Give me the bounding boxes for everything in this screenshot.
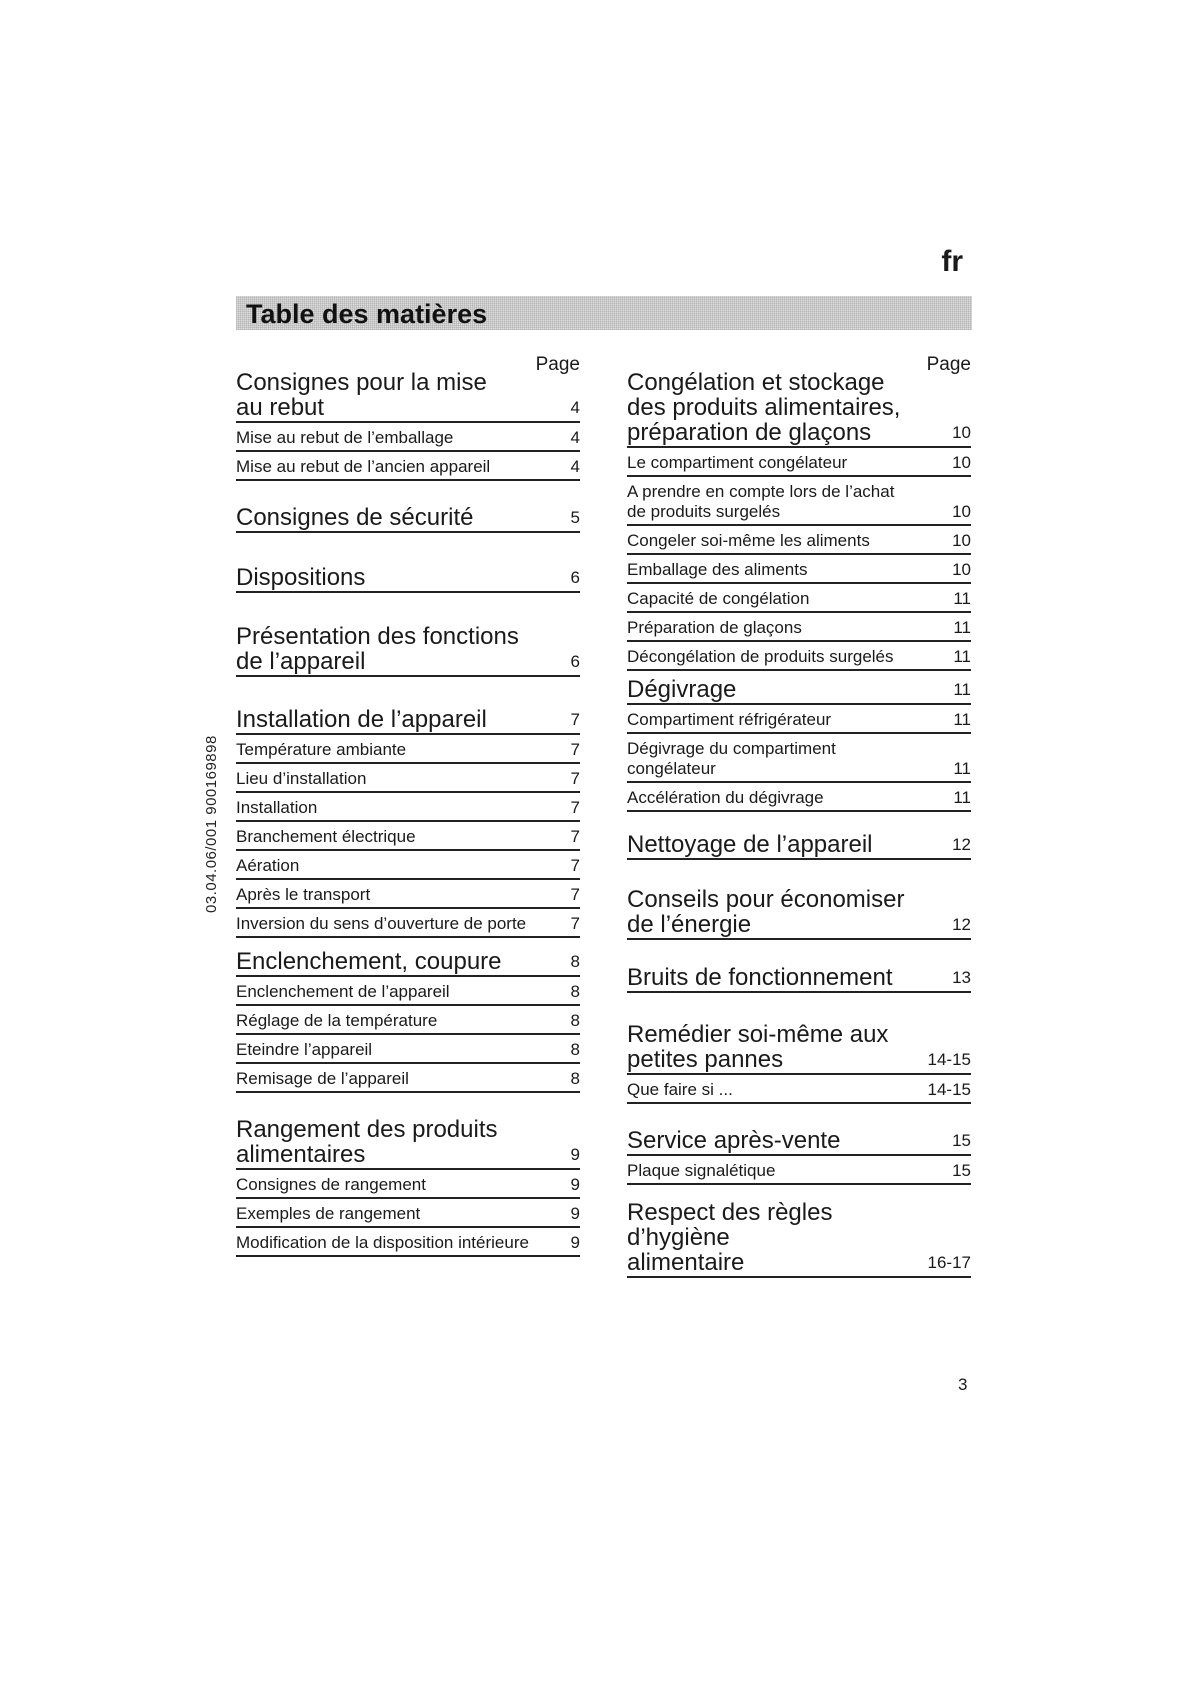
toc-entry-title: Décongélation de produits surgelés bbox=[627, 647, 894, 666]
toc-entry[interactable] bbox=[236, 1228, 580, 1257]
toc-entry[interactable] bbox=[236, 1006, 580, 1035]
toc-heading-title: Remédier soi-même aux petites pannes bbox=[627, 1021, 889, 1073]
toc-heading[interactable] bbox=[236, 505, 580, 533]
toc-entry-title: Eteindre l’appareil bbox=[236, 1040, 373, 1059]
toc-section bbox=[627, 1022, 971, 1104]
toc-heading[interactable] bbox=[236, 565, 580, 593]
toc-heading-title: Bruits de fonctionnement bbox=[627, 964, 893, 991]
toc-section bbox=[236, 1117, 580, 1257]
toc-heading[interactable] bbox=[627, 965, 971, 993]
toc-entry-page: 9 bbox=[570, 1204, 580, 1223]
toc-heading-title: Conseils pour économiser de l’énergie bbox=[627, 886, 905, 938]
toc-entry-page: 11 bbox=[953, 589, 971, 608]
toc-entry-page: 11 bbox=[953, 618, 971, 637]
toc-entry-page: 7 bbox=[570, 856, 580, 875]
toc-entry[interactable] bbox=[236, 1064, 580, 1093]
toc-heading-page: 12 bbox=[952, 915, 971, 934]
language-code: fr bbox=[941, 245, 963, 278]
toc-section bbox=[627, 832, 971, 860]
toc-entry-title: Mise au rebut de l’emballage bbox=[236, 428, 454, 447]
toc-entry-page: 8 bbox=[570, 1069, 580, 1088]
toc-section bbox=[236, 624, 580, 677]
toc-entry[interactable] bbox=[627, 613, 971, 642]
toc-entry-title: A prendre en compte lors de l’achat de produits surgelés bbox=[627, 482, 895, 521]
toc-section bbox=[627, 677, 971, 812]
toc-entry-title: Dégivrage du compartiment congélateur bbox=[627, 739, 836, 778]
toc-entry[interactable] bbox=[236, 1035, 580, 1064]
toc-entry[interactable] bbox=[627, 734, 971, 783]
toc-entry[interactable] bbox=[627, 642, 971, 671]
toc-heading-page: 16-17 bbox=[927, 1253, 971, 1272]
toc-entry[interactable] bbox=[236, 452, 580, 481]
toc-entry[interactable] bbox=[627, 555, 971, 584]
toc-section bbox=[236, 707, 580, 938]
toc-entry-page: 9 bbox=[570, 1233, 580, 1252]
toc-entry[interactable] bbox=[236, 1199, 580, 1228]
toc-entry[interactable] bbox=[236, 977, 580, 1006]
toc-entry-title: Exemples de rangement bbox=[236, 1204, 421, 1223]
toc-entry-page: 10 bbox=[952, 531, 971, 550]
toc-title-bar bbox=[236, 296, 972, 330]
toc-entry-title: Plaque signalétique bbox=[627, 1161, 776, 1180]
toc-entry-title: Température ambiante bbox=[236, 740, 407, 759]
toc-entry-page: 7 bbox=[570, 798, 580, 817]
toc-heading-title: Dégivrage bbox=[627, 676, 737, 703]
toc-entry[interactable] bbox=[627, 526, 971, 555]
toc-entry-title: Accélération du dégivrage bbox=[627, 788, 824, 807]
toc-entry-page: 7 bbox=[570, 740, 580, 759]
toc-heading-title: Consignes de sécurité bbox=[236, 504, 474, 531]
toc-heading-page: 13 bbox=[952, 968, 971, 987]
toc-entry-title: Modification de la disposition intérieure bbox=[236, 1233, 529, 1252]
toc-heading-page: 11 bbox=[953, 680, 971, 699]
toc-column-left bbox=[236, 352, 580, 1252]
toc-entry[interactable] bbox=[236, 909, 580, 938]
toc-heading-title: Congélation et stockage des produits alimentaires, préparation de glaçons bbox=[627, 369, 901, 446]
toc-section bbox=[627, 887, 971, 940]
toc-heading-page: 4 bbox=[570, 398, 580, 417]
toc-entry[interactable] bbox=[627, 448, 971, 477]
toc-entry-title: Mise au rebut de l’ancien appareil bbox=[236, 457, 491, 476]
toc-heading[interactable] bbox=[627, 887, 971, 940]
toc-heading-page: 14-15 bbox=[927, 1050, 971, 1069]
toc-heading[interactable] bbox=[627, 677, 971, 705]
toc-heading[interactable] bbox=[627, 1022, 971, 1075]
toc-heading[interactable] bbox=[236, 370, 580, 423]
toc-entry-title: Préparation de glaçons bbox=[627, 618, 802, 637]
toc-entry-title: Capacité de congélation bbox=[627, 589, 810, 608]
toc-entry-page: 8 bbox=[570, 1040, 580, 1059]
toc-heading-title: Respect des règles d’hygiène alimentaire bbox=[627, 1199, 833, 1276]
toc-entry-page: 11 bbox=[953, 647, 971, 666]
toc-heading-title: Installation de l’appareil bbox=[236, 706, 487, 733]
toc-entry-page: 11 bbox=[953, 788, 971, 807]
toc-heading[interactable] bbox=[236, 707, 580, 735]
toc-heading[interactable] bbox=[627, 1128, 971, 1156]
page-column-label: Page bbox=[926, 354, 971, 375]
toc-section bbox=[627, 965, 971, 993]
toc-entry-page: 7 bbox=[570, 769, 580, 788]
toc-entry-title: Réglage de la température bbox=[236, 1011, 438, 1030]
document-code: 03.04.06/001 900169898 bbox=[203, 735, 220, 913]
toc-entry-title: Consignes de rangement bbox=[236, 1175, 426, 1194]
toc-entry-page: 10 bbox=[952, 453, 971, 472]
toc-section bbox=[627, 370, 971, 671]
toc-entry-title: Congeler soi-même les aliments bbox=[627, 531, 870, 550]
toc-heading-page: 9 bbox=[570, 1145, 580, 1164]
toc-entry-title: Branchement électrique bbox=[236, 827, 416, 846]
toc-heading-page: 12 bbox=[952, 835, 971, 854]
page-number: 3 bbox=[958, 1375, 968, 1394]
toc-entry-page: 7 bbox=[570, 914, 580, 933]
toc-entry-title: Remisage de l’appareil bbox=[236, 1069, 409, 1088]
toc-heading[interactable] bbox=[627, 370, 971, 448]
toc-entry-page: 7 bbox=[570, 827, 580, 846]
toc-section bbox=[236, 370, 580, 481]
toc-entry[interactable] bbox=[627, 1156, 971, 1185]
toc-heading-title: Dispositions bbox=[236, 564, 366, 591]
toc-entry-title: Compartiment réfrigérateur bbox=[627, 710, 832, 729]
toc-heading[interactable] bbox=[627, 1200, 971, 1278]
toc-entry[interactable] bbox=[236, 423, 580, 452]
toc-entry-title: Installation bbox=[236, 798, 318, 817]
toc-entry[interactable] bbox=[236, 793, 580, 822]
toc-section bbox=[236, 505, 580, 533]
toc-entry[interactable] bbox=[236, 1170, 580, 1199]
toc-section bbox=[627, 1128, 971, 1185]
toc-entry[interactable] bbox=[627, 1075, 971, 1104]
toc-section bbox=[627, 1200, 971, 1278]
toc-entry-page: 8 bbox=[570, 982, 580, 1001]
toc-entry[interactable] bbox=[236, 880, 580, 909]
toc-entry-title: Aération bbox=[236, 856, 300, 875]
toc-heading-page: 8 bbox=[570, 952, 580, 971]
toc-entry-title: Le compartiment congélateur bbox=[627, 453, 848, 472]
toc-entry-page: 11 bbox=[953, 759, 971, 778]
toc-heading-title: Présentation des fonctions de l’appareil bbox=[236, 623, 519, 675]
toc-entry[interactable] bbox=[627, 477, 971, 526]
toc-entry-page: 14-15 bbox=[927, 1080, 971, 1099]
toc-entry-page: 4 bbox=[570, 428, 580, 447]
toc-heading-title: Service après-vente bbox=[627, 1127, 841, 1154]
toc-entry[interactable] bbox=[236, 851, 580, 880]
toc-entry-title: Emballage des aliments bbox=[627, 560, 808, 579]
toc-entry-title: Que faire si ... bbox=[627, 1080, 733, 1099]
toc-entry-title: Inversion du sens d’ouverture de porte bbox=[236, 914, 527, 933]
toc-heading-page: 10 bbox=[952, 423, 971, 442]
toc-heading-title: Consignes pour la mise au rebut bbox=[236, 369, 487, 421]
toc-heading-title: Rangement des produits alimentaires bbox=[236, 1116, 498, 1168]
toc-heading[interactable] bbox=[236, 1117, 580, 1170]
toc-entry-title: Après le transport bbox=[236, 885, 371, 904]
toc-entry-page: 9 bbox=[570, 1175, 580, 1194]
toc-column-right bbox=[627, 352, 971, 1276]
toc-heading[interactable] bbox=[236, 949, 580, 977]
toc-entry[interactable] bbox=[627, 584, 971, 613]
toc-heading-page: 6 bbox=[570, 568, 580, 587]
page-column-label: Page bbox=[535, 354, 580, 375]
toc-entry[interactable] bbox=[236, 822, 580, 851]
toc-heading-page: 15 bbox=[952, 1131, 971, 1150]
toc-heading-page: 5 bbox=[570, 508, 580, 527]
toc-entry-page: 7 bbox=[570, 885, 580, 904]
toc-heading[interactable] bbox=[627, 832, 971, 860]
toc-entry-page: 8 bbox=[570, 1011, 580, 1030]
toc-section bbox=[236, 949, 580, 1093]
toc-heading-title: Enclenchement, coupure bbox=[236, 948, 502, 975]
toc-section bbox=[236, 565, 580, 593]
toc-entry-page: 10 bbox=[952, 560, 971, 579]
toc-entry-title: Lieu d’installation bbox=[236, 769, 367, 788]
toc-entry[interactable] bbox=[627, 783, 971, 812]
toc-entry[interactable] bbox=[236, 764, 580, 793]
toc-entry-page: 15 bbox=[952, 1161, 971, 1180]
toc-entry-title: Enclenchement de l’appareil bbox=[236, 982, 450, 1001]
toc-entry-page: 4 bbox=[570, 457, 580, 476]
toc-entry[interactable] bbox=[236, 735, 580, 764]
toc-title: Table des matières bbox=[246, 299, 488, 329]
toc-entry[interactable] bbox=[627, 705, 971, 734]
toc-heading-page: 7 bbox=[570, 710, 580, 729]
toc-entry-page: 11 bbox=[953, 710, 971, 729]
toc-entry-page: 10 bbox=[952, 502, 971, 521]
toc-heading-page: 6 bbox=[570, 652, 580, 671]
toc-heading[interactable] bbox=[236, 624, 580, 677]
toc-heading-title: Nettoyage de l’appareil bbox=[627, 831, 873, 858]
